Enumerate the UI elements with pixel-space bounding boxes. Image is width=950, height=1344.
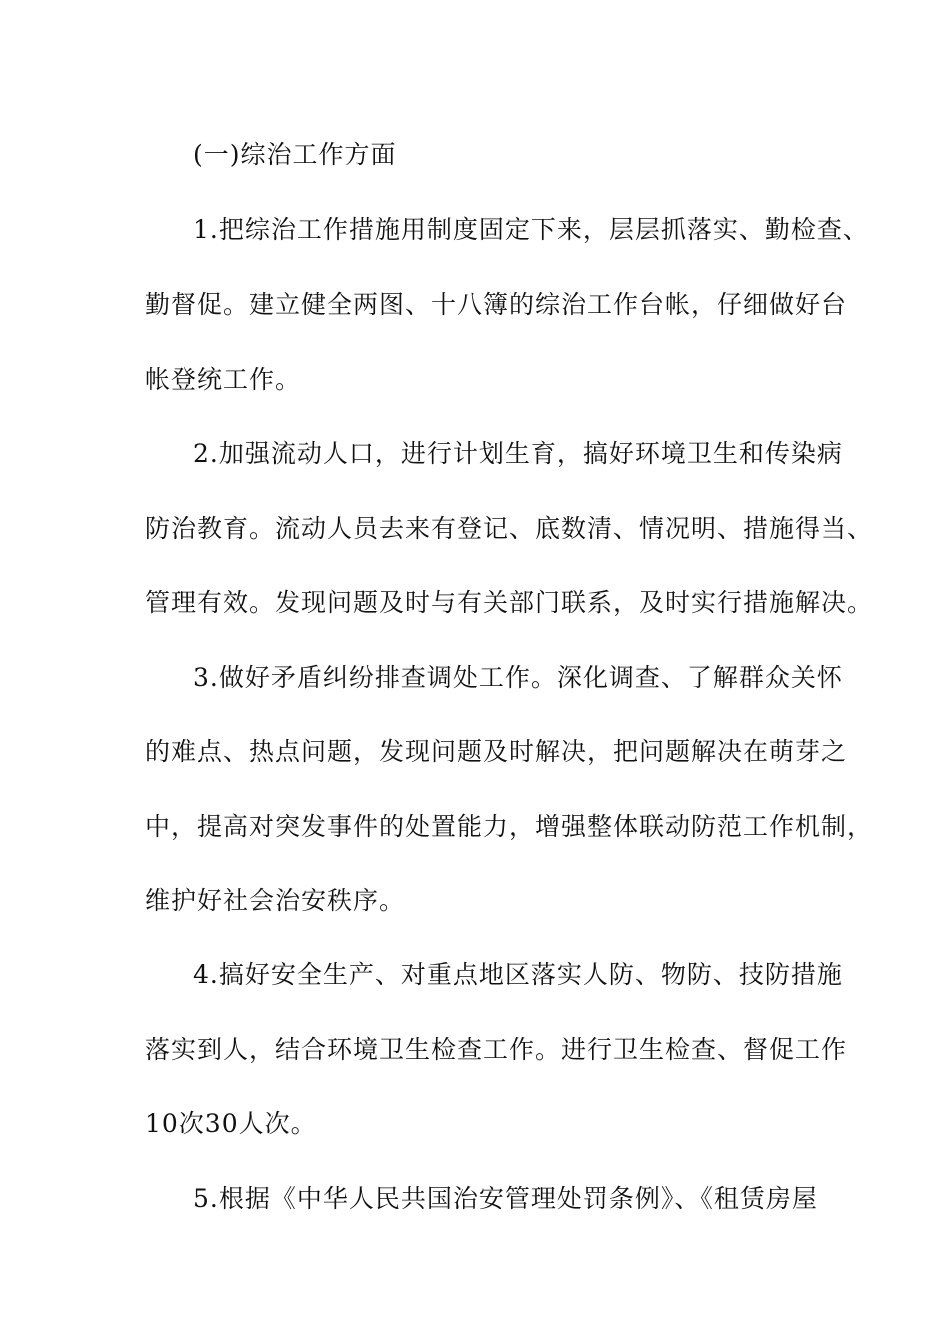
paragraph-2-line-3: 管理有效。发现问题及时与有关部门联系，及时实行措施解决。 bbox=[145, 588, 874, 617]
paragraph-4-line-3: 10次30人次。 bbox=[145, 1109, 317, 1138]
paragraph-4-line-2: 落实到人，结合环境卫生检查工作。进行卫生检查、督促工作 bbox=[145, 1035, 848, 1064]
paragraph-3-line-1: 3.做好矛盾纠纷排查调处工作。深化调查、了解群众关怀 bbox=[193, 663, 843, 692]
paragraph-4-line-1: 4.搞好安全生产、对重点地区落实人防、物防、技防措施 bbox=[193, 960, 843, 989]
paragraph-5-line-1: 5.根据《中华人民共国治安管理处罚条例》、《租赁房屋 bbox=[193, 1184, 818, 1213]
paragraph-1-line-3: 帐登统工作。 bbox=[145, 365, 302, 394]
paragraph-2-line-2: 防治教育。流动人员去来有登记、底数清、情况明、措施得当、 bbox=[145, 514, 874, 543]
paragraph-3-line-3: 中，提高对突发事件的处置能力，增强整体联动防范工作机制， bbox=[145, 812, 874, 841]
paragraph-3-line-2: 的难点、热点问题，发现问题及时解决，把问题解决在萌芽之 bbox=[145, 737, 848, 766]
paragraph-3-line-4: 维护好社会治安秩序。 bbox=[145, 886, 406, 915]
paragraph-1-line-2: 勤督促。建立健全两图、十八簿的综治工作台帐，仔细做好台 bbox=[145, 290, 848, 319]
paragraph-1-line-1: 1.把综治工作措施用制度固定下来，层层抓落实、勤检查、 bbox=[193, 215, 869, 244]
paragraph-2-line-1: 2.加强流动人口，进行计划生育，搞好环境卫生和传染病 bbox=[193, 439, 843, 468]
section-heading: (一)综治工作方面 bbox=[193, 140, 397, 169]
